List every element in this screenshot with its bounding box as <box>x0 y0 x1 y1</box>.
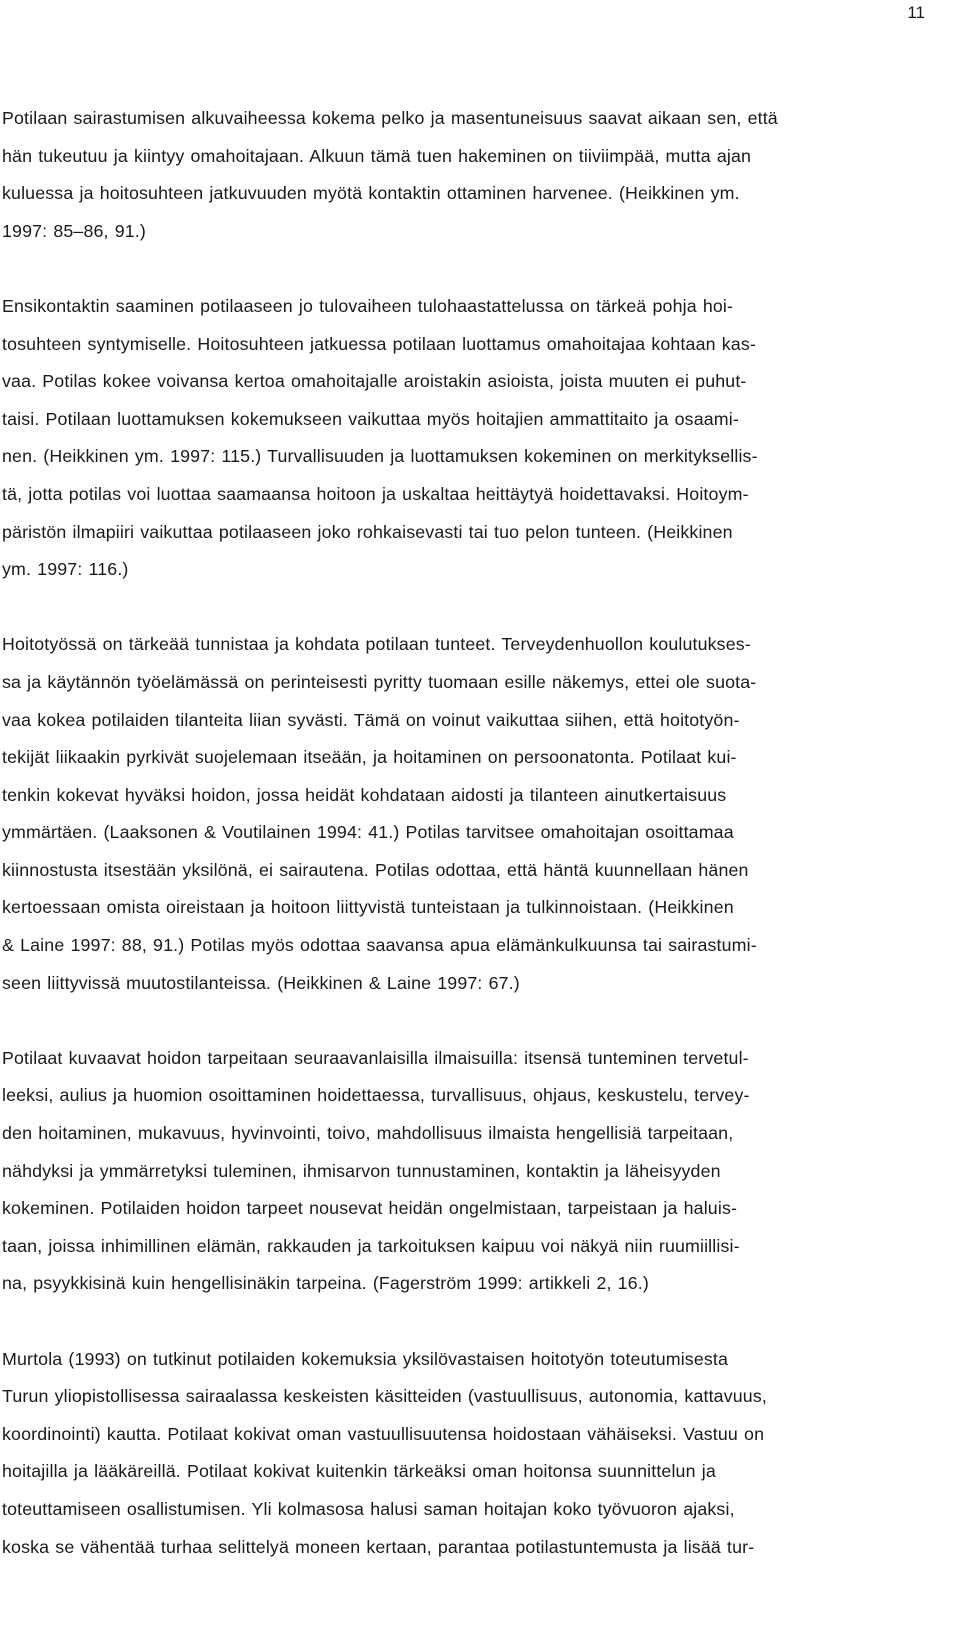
paragraph-1 <box>2 100 924 250</box>
paragraph-5 <box>2 1341 924 1567</box>
text-line: Ensikontaktin saaminen potilaaseen jo tulovaiheen tulohaastattelussa on tärkeä pohja hoi- <box>2 295 734 316</box>
text-line: kiinnostusta itsestään yksilönä, ei sairautena. Potilas odottaa, että häntä kuunnellaan hänen <box>2 859 749 880</box>
text-line: kuluessa ja hoitosuhteen jatkuvuuden myötä kontaktin ottaminen harvenee. (Heikkinen ym. <box>2 183 740 204</box>
document-body <box>2 100 924 1566</box>
text-line: ym. 1997: 116.) <box>2 559 129 580</box>
text-line: tenkin kokevat hyväksi hoidon, jossa heidät kohdataan aidosti ja tilanteen ainutkertaisuus <box>2 784 727 805</box>
text-line: vaa kokea potilaiden tilanteita liian syvästi. Tämä on voinut vaikuttaa siihen, että hoitotyön- <box>2 709 740 730</box>
text-line: den hoitaminen, mukavuus, hyvinvointi, toivo, mahdollisuus ilmaista hengellisiä tarpeitaan, <box>2 1123 734 1144</box>
text-line: päristön ilmapiiri vaikuttaa potilaaseen joko rohkaisevasti tai tuo pelon tunteen. (Heikkinen <box>2 521 733 542</box>
paragraph-3 <box>2 626 924 1002</box>
text-line: nähdyksi ja ymmärretyksi tuleminen, ihmisarvon tunnustaminen, kontaktin ja läheisyyden <box>2 1160 721 1181</box>
text-line: taan, joissa inhimillinen elämän, rakkauden ja tarkoituksen kaipuu voi näkyä niin ruumiillisi- <box>2 1235 740 1256</box>
text-line: hoitajilla ja lääkäreillä. Potilaat kokivat kuitenkin tärkeäksi oman hoitonsa suunnittelun ja <box>2 1461 716 1482</box>
text-line: leeksi, aulius ja huomion osoittaminen hoidettaessa, turvallisuus, ohjaus, keskustelu, tervey- <box>2 1085 750 1106</box>
paragraph-2 <box>2 288 924 589</box>
text-line: Murtola (1993) on tutkinut potilaiden kokemuksia yksilövastaisen hoitotyön toteutumisesta <box>2 1348 729 1369</box>
text-line: sa ja käytännön työelämässä on perinteisesti pyritty tuomaan esille näkemys, ettei ole suota- <box>2 671 757 692</box>
text-line: na, psyykkisinä kuin hengellisinäkin tarpeina. (Fagerström 1999: artikkeli 2, 16.) <box>2 1273 649 1294</box>
text-line: vaa. Potilas kokee voivansa kertoa omahoitajalle aroistakin asioista, joista muuten ei puhut- <box>2 371 747 392</box>
text-line: nen. (Heikkinen ym. 1997: 115.) Turvallisuuden ja luottamuksen kokeminen on merkityksellis- <box>2 446 758 467</box>
text-line: Potilaat kuvaavat hoidon tarpeitaan seuraavanlaisilla ilmaisuilla: itsensä tunteminen tervetul- <box>2 1047 749 1068</box>
page-number: 11 <box>907 3 925 22</box>
text-line: koska se vähentää turhaa selittelyä moneen kertaan, parantaa potilastuntemusta ja lisää tur- <box>2 1536 755 1557</box>
text-line: Hoitotyössä on tärkeää tunnistaa ja kohdata potilaan tunteet. Terveydenhuollon koulutukses- <box>2 634 751 655</box>
text-line: hän tukeutuu ja kiintyy omahoitajaan. Alkuun tämä tuen hakeminen on tiiviimpää, mutta ajan <box>2 145 752 166</box>
text-line: ymmärtäen. (Laaksonen & Voutilainen 1994: 41.) Potilas tarvitsee omahoitajan osoittamaa <box>2 822 734 843</box>
text-line: Turun yliopistollisessa sairaalassa keskeisten käsitteiden (vastuullisuus, autonomia, kattavuus, <box>2 1386 767 1407</box>
text-line: taisi. Potilaan luottamuksen kokemukseen vaikuttaa myös hoitajien ammattitaito ja osaami- <box>2 408 739 429</box>
paragraph-4 <box>2 1040 924 1303</box>
text-line: kokeminen. Potilaiden hoidon tarpeet nousevat heidän ongelmistaan, tarpeistaan ja haluis- <box>2 1198 738 1219</box>
text-line: kertoessaan omista oireistaan ja hoitoon liittyvistä tunteistaan ja tulkinnoistaan. (Heikkinen <box>2 897 734 918</box>
text-line: tekijät liikaakin pyrkivät suojelemaan itseään, ja hoitaminen on persoonatonta. Potilaat kui- <box>2 747 737 768</box>
text-line: toteuttamiseen osallistumisen. Yli kolmasosa halusi saman hoitajan koko työvuoron ajaksi, <box>2 1498 735 1519</box>
text-line: Potilaan sairastumisen alkuvaiheessa kokema pelko ja masentuneisuus saavat aikaan sen, että <box>2 108 778 128</box>
text-line: seen liittyvissä muutostilanteissa. (Heikkinen & Laine 1997: 67.) <box>2 972 520 993</box>
text-line: tosuhteen syntymiselle. Hoitosuhteen jatkuessa potilaan luottamus omahoitajaa kohtaan kas- <box>2 333 756 354</box>
text-line: tä, jotta potilas voi luottaa saamaansa hoitoon ja uskaltaa heittäytyä hoidettavaksi. Hoitoym- <box>2 483 749 504</box>
text-line: koordinointi) kautta. Potilaat kokivat oman vastuullisuutensa hoidostaan vähäiseksi. Vastuu on <box>2 1423 765 1444</box>
text-line: 1997: 85–86, 91.) <box>2 220 146 241</box>
text-line: & Laine 1997: 88, 91.) Potilas myös odottaa saavansa apua elämänkulkuunsa tai sairastumi- <box>2 935 757 956</box>
